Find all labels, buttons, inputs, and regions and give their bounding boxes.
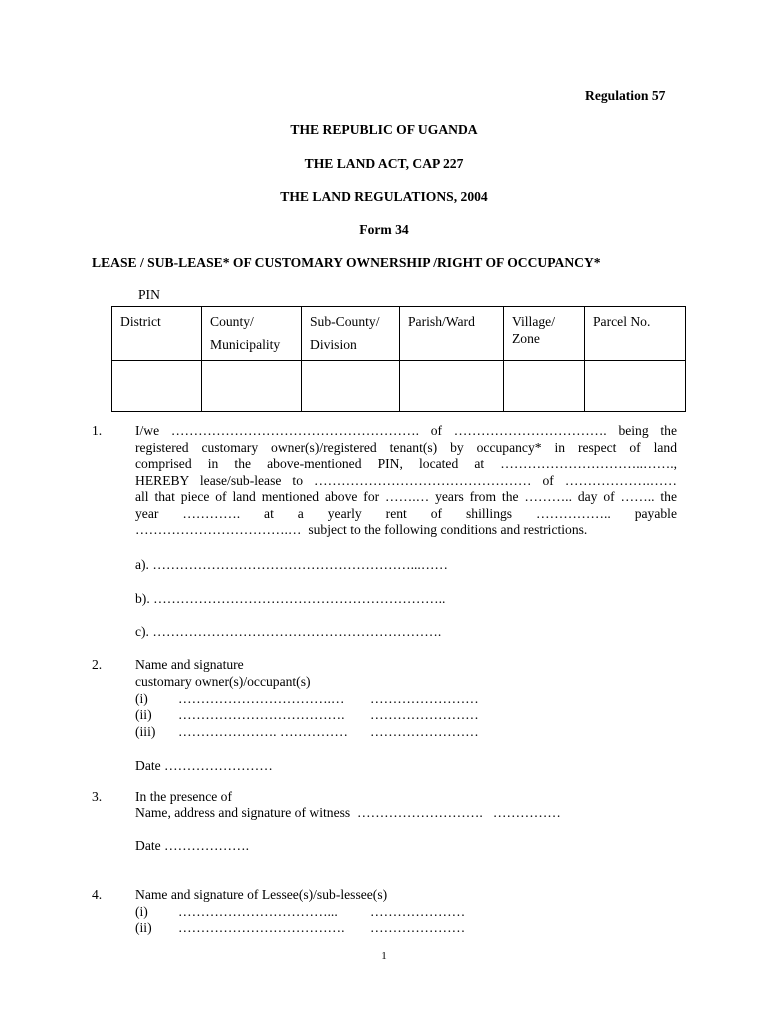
- section-3-heading: In the presence of: [135, 789, 232, 804]
- lessee-name-field: ……………………………...: [178, 904, 338, 919]
- section-1-line: HEREBY lease/sub-lease to ………………………………………… of ……………….……: [135, 473, 677, 488]
- owner-name-field: …………………………….…: [178, 691, 345, 706]
- lessee-name-field: ……………………………….: [178, 920, 345, 935]
- section-1-line: comprised in the above-mentioned PIN, located at …………………………..…….,: [135, 456, 677, 471]
- owner-signature-field: ……………………: [370, 707, 479, 722]
- owner-row-label: (i): [135, 691, 148, 706]
- lessee-row-label: (i): [135, 904, 148, 919]
- pin-entry-row: [112, 361, 686, 412]
- pin-table: [111, 306, 686, 412]
- section-1-last-line: …………………………….… subject to the following conditions and restrictions.: [135, 522, 588, 537]
- owner-signature-field: ……………………: [370, 691, 479, 706]
- pin-label: PIN: [138, 287, 160, 302]
- owner-row-label: (ii): [135, 707, 152, 722]
- title-land-regulations: THE LAND REGULATIONS, 2004: [280, 189, 488, 204]
- condition-c: c). ……………………………………………………….: [135, 624, 442, 639]
- county-field[interactable]: [202, 361, 302, 412]
- title-republic: THE REPUBLIC OF UGANDA: [290, 122, 478, 137]
- condition-b: b). ………………………………………………………..: [135, 591, 446, 606]
- section-1-number: 1.: [92, 423, 103, 438]
- witness-line: Name, address and signature of witness ………………………. ……………: [135, 805, 561, 820]
- section-3-date: Date ……………….: [135, 838, 250, 853]
- form-title: LEASE / SUB-LEASE* OF CUSTOMARY OWNERSHIP /RIGHT OF OCCUPANCY*: [92, 255, 601, 270]
- lessee-signature-field: …………………: [370, 920, 466, 935]
- section-2-subheading: customary owner(s)/occupant(s): [135, 674, 311, 689]
- parcel-field[interactable]: [585, 361, 686, 412]
- section-1-line: I/we ………………………………………………. of ……………………………. being the: [135, 423, 677, 438]
- condition-a: a). …………………………………………………...……: [135, 557, 449, 572]
- col-parish: Parish/Ward: [400, 307, 504, 361]
- col-district: District: [112, 307, 202, 361]
- section-1-line: year …………. at a yearly rent of shillings …………….. payable: [135, 506, 677, 521]
- section-1-line: registered customary owner(s)/registered tenant(s) by occupancy* in respect of land: [135, 440, 677, 455]
- owner-row-label: (iii): [135, 724, 156, 739]
- section-2-heading: Name and signature: [135, 657, 244, 672]
- section-4-heading: Name and signature of Lessee(s)/sub-lessee(s): [135, 887, 388, 902]
- section-2-number: 2.: [92, 657, 103, 672]
- village-field[interactable]: [504, 361, 585, 412]
- section-3-number: 3.: [92, 789, 103, 804]
- owner-name-field: ……………………………….: [178, 707, 345, 722]
- owner-name-field: …………………. ……………: [178, 724, 348, 739]
- district-field[interactable]: [112, 361, 202, 412]
- col-county: County/ Municipality: [202, 307, 302, 361]
- form-number: Form 34: [359, 222, 409, 237]
- page-number: 1: [381, 950, 387, 962]
- section-1-line: all that piece of land mentioned above for …….… years from the ……….. day of …….. the: [135, 489, 677, 504]
- title-land-act: THE LAND ACT, CAP 227: [304, 156, 464, 171]
- parish-field[interactable]: [400, 361, 504, 412]
- section-2-date: Date ……………………: [135, 758, 273, 773]
- subcounty-field[interactable]: [302, 361, 400, 412]
- pin-header-row: [112, 307, 686, 361]
- regulation-label: Regulation 57: [585, 88, 666, 103]
- lessee-signature-field: …………………: [370, 904, 466, 919]
- col-parcel: Parcel No.: [585, 307, 686, 361]
- owner-signature-field: ……………………: [370, 724, 479, 739]
- col-subcounty: Sub-County/ Division: [302, 307, 400, 361]
- section-4-number: 4.: [92, 887, 103, 902]
- col-village: Village/ Zone: [504, 307, 585, 361]
- lessee-row-label: (ii): [135, 920, 152, 935]
